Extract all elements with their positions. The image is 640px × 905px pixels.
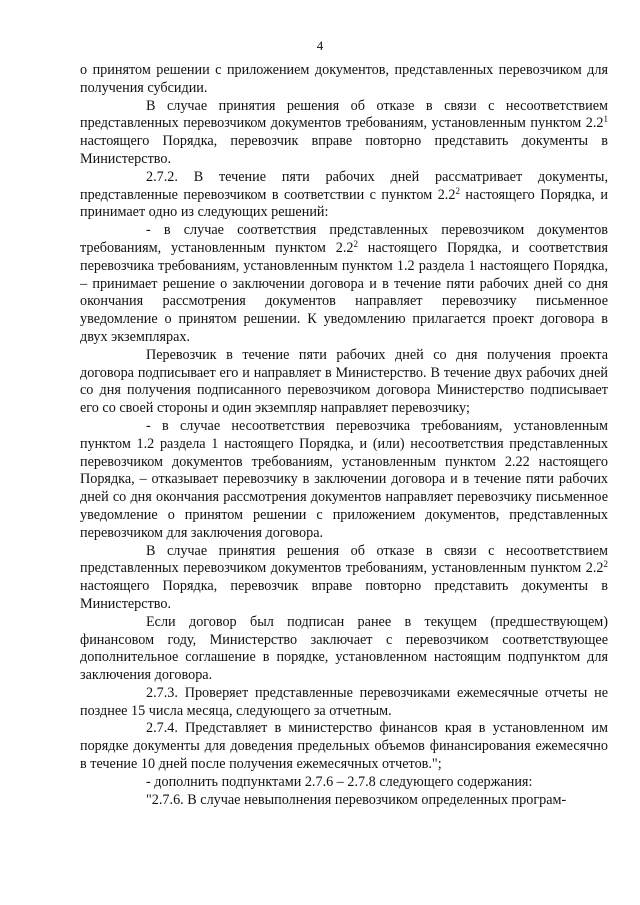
text-run: В случае принятия решения об отказе в связи с несоответствием представленных перевозчиком документов требованиям, установленным пунктом 2.2 — [80, 542, 608, 577]
text-run: настоящего Порядка, перевозчик вправе повторно представить документы в Министерство. — [80, 578, 608, 612]
paragraph-compliance-case — [80, 222, 608, 347]
document-body — [80, 62, 608, 809]
paragraph-2-7-3: 2.7.3. Проверяет представленные перевозчиками ежемесячные отчеты не позднее 15 числа месяца, следующего за отчетным. — [80, 684, 608, 719]
text-run: 2.7.2. В течение пяти рабочих дней рассматривает документы, представленные перевозчиком в соответствии с пунктом 2.2 — [80, 168, 608, 203]
paragraph-2-7-2 — [80, 169, 608, 222]
paragraph-add-subitems: - дополнить подпунктами 2.7.6 – 2.7.8 следующего содержания: — [146, 773, 533, 790]
superscript: 1 — [603, 114, 608, 125]
text-run: настоящего Порядка, перевозчик вправе повторно представить документы в Министерство. — [80, 133, 608, 167]
superscript: 2 — [455, 185, 460, 196]
superscript: 2 — [603, 559, 608, 570]
paragraph-contract-signing: Перевозчик в течение пяти рабочих дней со дня получения проекта договора подписывает его и направляет в Министерство. В течение двух рабочих дней со дня получения подписанного перевозчиком договора Министерство подписывает его со своей стороны и один экземпляр направляет перевозчику; — [80, 346, 608, 417]
text-run: настоящего Порядка, и соответствия перевозчика требованиям, установленным пунктом 1.2 раздела 1 настоящего Порядка, – принимает решение о заключении договора и в течение пяти рабочих дней со дня окончания рассмотрения документов направляет перевозчику письменное уведомление о принятом решении. К уведомлению прилагается проект договора в двух экземплярах. — [80, 239, 608, 345]
page-number: 4 — [316, 38, 324, 53]
text-run: настоящего Порядка, и принимает одно из следующих решений: — [80, 186, 609, 221]
text-run: - в случае соответствия представленных перевозчиком документов требованиям, установленным пунктом 2.2 — [80, 222, 608, 256]
paragraph-additional-agreement: Если договор был подписан ранее в текущем (предшествующем) финансовом году, Министерство заключает с перевозчиком соответствующее дополнительное соглашение в порядке, установленном настоящим подпунктом для заключения договора. — [80, 613, 608, 684]
paragraph-2-7-4: 2.7.4. Представляет в министерство финансов края в установленном им порядке документы для доведения предельных объемов финансирования ежемесячно в течение 10 дней после получения ежемесячных отчетов."; — [80, 720, 608, 773]
paragraph-noncompliance-case: - в случае несоответствия перевозчика требованиям, установленным пунктом 1.2 раздела 1 настоящего Порядка, и (или) несоответствия представленных перевозчиком документов требованиям, установленным пунктом 2.22 настоящего Порядка, – отказывает перевозчику в заключении договора и в течение пяти рабочих дней со дня окончания рассмотрения документов направляет перевозчику письменное уведомление о принятом решении с приложением документов, представленных перевозчиком для заключения договора. — [80, 417, 608, 541]
text-run: В случае принятия решения об отказе в связи с несоответствием представленных перевозчиком документов требованиям, установленным пунктом 2.2 — [80, 97, 608, 132]
paragraph-refusal-resubmission-1 — [80, 98, 608, 169]
paragraph-refusal-resubmission-2 — [80, 543, 608, 614]
paragraph-2-7-6: "2.7.6. В случае невыполнения перевозчиком определенных програм- — [146, 791, 567, 808]
superscript: 2 — [353, 238, 358, 249]
paragraph-continuation: о принятом решении с приложением документов, представленных перевозчиком для получения субсидии. — [80, 62, 608, 96]
